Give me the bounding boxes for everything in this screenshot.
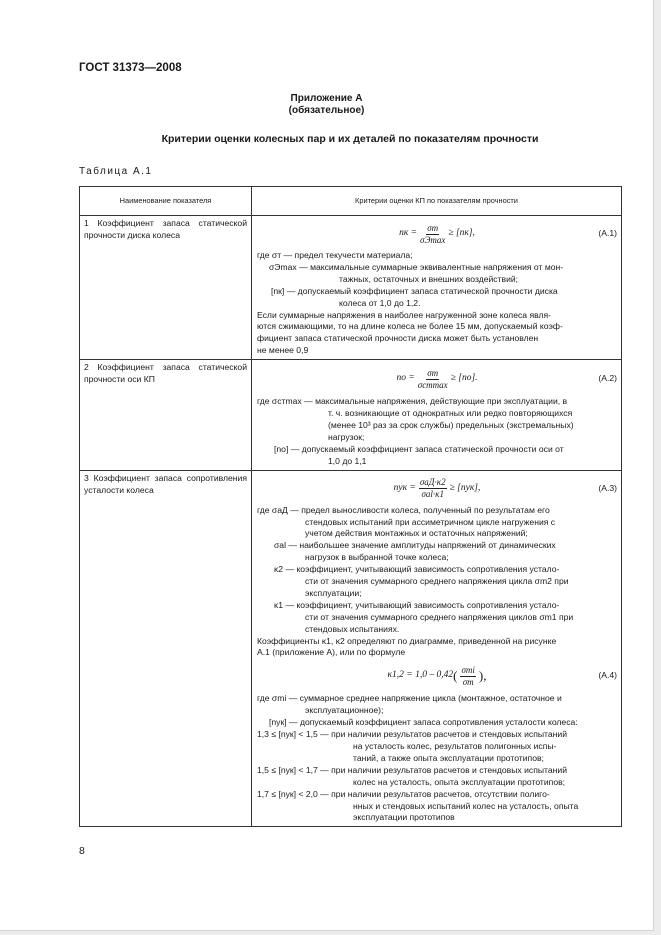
text-line: ются сжимающими, то на длине колеса не более 15 мм, допускаемый коэф- <box>257 321 563 332</box>
text-line: Если суммарные напряжения в наиболее нагруженной зоне колеса явля- <box>257 309 551 320</box>
fraction-denominator: σЭmax <box>420 234 446 245</box>
text-line: тажных, остаточных и внешних воздействий; <box>339 273 519 284</box>
row2-indicator-name: 2 Коэффициент запаса статической прочности оси КП <box>80 360 252 470</box>
text-line: [nк] — допускаемый коэффициент запаса статической прочности диска <box>271 285 558 296</box>
text-line: где σаД — предел выносливости колеса, полученный по результатам его <box>257 504 550 515</box>
formula-rhs: ≥ [nк], <box>448 228 475 239</box>
table-label: Таблица А.1 <box>79 166 153 177</box>
fraction-denominator: σаl·κ1 <box>421 489 444 500</box>
section-title: Критерии оценки колесных пар и их деталей по показателям прочности <box>161 133 539 145</box>
formula-fraction <box>420 223 445 246</box>
text-line: сти от значения суммарного среднего напряжения цикла σm2 при <box>305 576 569 587</box>
text-line: 1,7 ≤ [nук] < 2,0 — при наличии результатов расчетов, отсутствии полиго- <box>257 788 550 799</box>
text-line: эксплуатации прототипов <box>353 812 455 823</box>
text-line: стендовых испытаниях. <box>305 623 400 634</box>
standard-number: ГОСТ 31373—2008 <box>79 62 182 74</box>
row3-indicator-name: 3 Коэффициент запаса сопротивления усталости колеса <box>80 470 252 827</box>
equation-number: (А.3) <box>598 482 617 493</box>
text-line: эксплуатационное); <box>305 705 384 716</box>
text-line: эксплуатации; <box>305 587 362 598</box>
formula-lhs: nук = <box>393 482 416 493</box>
text-line: не менее 0,9 <box>257 345 309 356</box>
equation-number: (А.2) <box>598 373 617 384</box>
fraction-denominator: σт <box>462 676 474 687</box>
fraction-numerator: σmi <box>461 664 475 675</box>
formula-rhs: ≥ [nук], <box>449 482 481 493</box>
text-line: таний, а также опыта эксплуатации прототипов; <box>353 752 544 763</box>
text-line: т. ч. возникающие от однократных или редко повторяющихся <box>328 408 573 419</box>
col-header-name: Наименование показателя <box>80 187 252 216</box>
text-line: κ1 — коэффициент, учитывающий зависимость сопротивления устало- <box>274 599 560 610</box>
table-header-row <box>80 187 622 216</box>
text-line: нных и стендовых испытаний колес на усталость, опыта <box>353 800 579 811</box>
col-header-criteria: Критерии оценки КП по показателям прочности <box>252 187 622 216</box>
paren-open-icon: ( <box>453 668 458 684</box>
equation-number: (А.1) <box>598 228 617 239</box>
formula-fraction <box>418 368 448 391</box>
table-row <box>80 360 622 470</box>
formula-a1 <box>257 218 617 250</box>
text-line: [nук] — допускаемый коэффициент запаса сопротивления усталости колеса: <box>269 717 578 728</box>
text-line: сти от значения суммарного среднего напряжения циклов σm1 при <box>305 611 574 622</box>
text-line: колес на усталость, опыта эксплуатации прототипов; <box>353 776 566 787</box>
text-line: 1,3 ≤ [nук] < 1,5 — при наличии результатов расчетов и стендовых испытаний <box>257 729 567 740</box>
formula-a4 <box>257 659 617 693</box>
text-line: колеса от 1,0 до 1,2. <box>339 297 421 308</box>
formula-lhs: κ1,2 = 1,0 – 0,42 <box>387 670 454 681</box>
text-line: Коэффициенты κ1, κ2 определяют по диаграмме, приведенной на рисунке <box>257 635 557 646</box>
text-line: (менее 10³ раз за срок службы) предельных (экстремальных) <box>328 419 574 430</box>
formula-a2 <box>257 362 617 396</box>
equation-number: (А.4) <box>598 670 617 681</box>
text-line: стендовых испытаний при ассиметричном цикле нагружения с <box>305 516 556 527</box>
row2-criteria <box>252 360 622 470</box>
fraction-denominator: σстmax <box>417 379 448 390</box>
formula-fraction <box>419 477 447 500</box>
text-line: где σmi — суммарное среднее напряжение цикла (монтажное, остаточное и <box>257 693 562 704</box>
text-line: σЭmax — максимальные суммарные эквивалентные напряжения от мон- <box>269 261 564 272</box>
fraction-numerator: σт <box>427 222 439 233</box>
formula-rhs: ≥ [nо]. <box>450 373 478 384</box>
text-line: [nо] — допускаемый коэффициент запаса статической прочности оси от <box>274 443 564 454</box>
text-line: σаl — наибольшее значение амплитуды напряжений от динамических <box>274 540 556 551</box>
text-line: нагрузок в выбранной точке колеса; <box>305 552 449 563</box>
table-row <box>80 216 622 360</box>
formula-lhs: nк = <box>399 228 418 239</box>
formula-lhs: nо = <box>396 373 415 384</box>
page-number: 8 <box>79 845 85 857</box>
text-line: А.1 (приложение А), или по формуле <box>257 647 406 658</box>
text-line: нагрузок; <box>328 431 365 442</box>
text-line: на усталость колес, результатов полигонных испы- <box>353 741 557 751</box>
text-line: фициент запаса статической прочности диска может быть установлен <box>257 333 539 344</box>
text-line: где σт — предел текучести материала; <box>257 250 413 260</box>
appendix-status: (обязательное) <box>288 105 365 116</box>
appendix-title: Приложение А <box>290 93 363 104</box>
row1-indicator-name: 1 Коэффициент запаса статической прочности диска колеса <box>80 216 252 360</box>
row1-criteria <box>252 216 622 360</box>
table-row <box>80 470 622 827</box>
formula-a3 <box>257 473 617 505</box>
text-line: 1,5 ≤ [nук] < 1,7 — при наличии результатов расчетов и стендовых испытаний <box>257 764 567 775</box>
criteria-table <box>79 186 622 827</box>
text-line: учетом действия монтажных и остаточных напряжений; <box>305 528 528 539</box>
row3-criteria <box>252 470 622 827</box>
fraction-numerator: σт <box>427 367 439 378</box>
text-line: 1,0 до 1,1 <box>328 455 367 466</box>
paren-close-icon: ), <box>478 668 487 684</box>
text-line: κ2 — коэффициент, учитывающий зависимость сопротивления устало- <box>274 564 560 575</box>
fraction-numerator: σаД·κ2 <box>419 477 446 488</box>
formula-fraction <box>460 665 475 688</box>
text-line: где σстmax — максимальные напряжения, действующие при эксплуатации, в <box>257 396 568 407</box>
